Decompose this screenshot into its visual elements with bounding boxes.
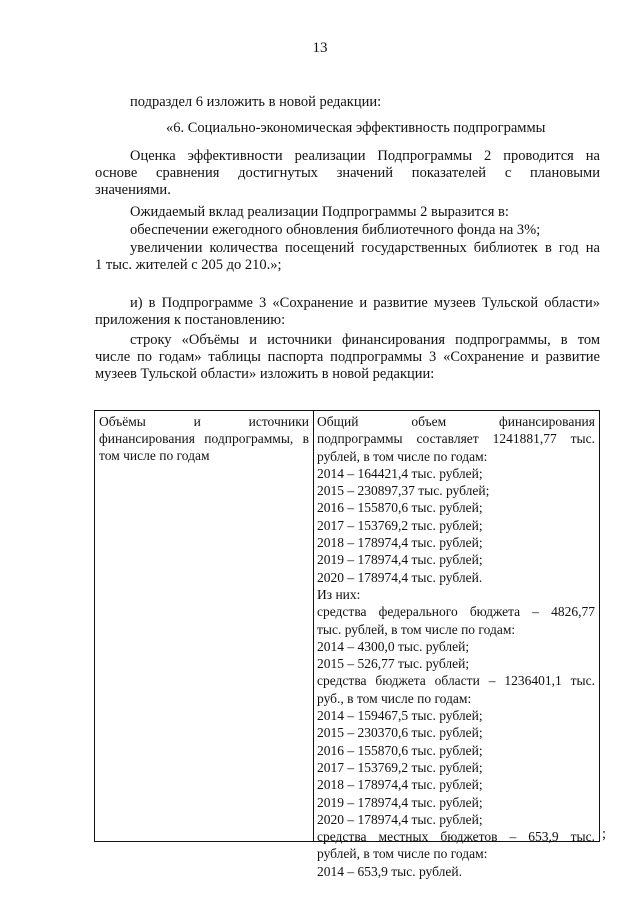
paragraph-library-fund: обеспечении ежегодного обновления библиотечного фонда на 3%; — [130, 222, 541, 238]
table-value-line: 2020 – 178974,4 тыс. рублей; — [317, 811, 483, 827]
paragraph-line: основе сравнения достигнутых значений показателей с плановыми — [95, 165, 600, 181]
paragraph-library-visits — [95, 240, 600, 274]
table-label-line: том числе по годам — [99, 448, 210, 463]
table-column-divider — [313, 411, 314, 841]
table-value-line: 2016 – 155870,6 тыс. рублей; — [317, 742, 483, 758]
table-value-line: 2016 – 155870,6 тыс. рублей; — [317, 500, 483, 516]
table-value-line: 2018 – 178974,4 тыс. рублей; — [317, 777, 483, 793]
paragraph-expected-contribution: Ожидаемый вклад реализации Подпрограммы 2 выразится в: — [130, 204, 509, 220]
table-value-line: тыс. рублей, в том числе по годам: — [317, 621, 516, 637]
table-cell-label — [99, 413, 309, 464]
table-value-line: 2014 – 159467,5 тыс. рублей; — [317, 708, 483, 724]
paragraph-line: строку «Объёмы и источники финансирования подпрограммы, в том — [130, 332, 600, 348]
table-value-line: 2019 – 178974,4 тыс. рублей; — [317, 552, 483, 568]
paragraph-line: 1 тыс. жителей с 205 до 210.»; — [95, 257, 282, 273]
table-value-line: 2020 – 178974,4 тыс. рублей. — [317, 569, 483, 585]
table-value-line: 2014 – 653,9 тыс. рублей. — [317, 863, 462, 879]
table-value-line: средства местных бюджетов – 653,9 тыс. — [317, 829, 595, 845]
paragraph-line: музеев Тульской области» изложить в новой редакции: — [95, 366, 435, 382]
table-cell-value — [317, 413, 595, 880]
table-value-line: 2018 – 178974,4 тыс. рублей; — [317, 535, 483, 551]
table-value-line: 2014 – 4300,0 тыс. рублей; — [317, 638, 470, 654]
table-value-line: средства бюджета области – 1236401,1 тыс. — [317, 673, 595, 689]
paragraph-line: увеличении количества посещений государственных библиотек в год на — [130, 240, 600, 256]
table-value-line: подпрограммы составляет 1241881,77 тыс. — [317, 431, 595, 447]
paragraph-line: значениями. — [95, 182, 171, 198]
page-number: 13 — [312, 40, 328, 56]
table-label-line: Объёмы и источники — [99, 414, 309, 429]
table-trailing-semicolon: ; — [602, 826, 607, 842]
paragraph-line: и) в Подпрограмме 3 «Сохранение и развитие музеев Тульской области» — [130, 295, 600, 311]
table-value-line: средства федерального бюджета – 4826,77 — [317, 604, 595, 620]
table-value-line: 2015 – 526,77 тыс. рублей; — [317, 656, 470, 672]
paragraph-line: Оценка эффективности реализации Подпрограммы 2 проводится на — [130, 148, 600, 164]
table-value-line: Из них: — [317, 586, 361, 602]
table-value-line: 2017 – 153769,2 тыс. рублей; — [317, 759, 483, 775]
paragraph-line: числе по годам» таблицы паспорта подпрограммы 3 «Сохранение и развитие — [95, 349, 600, 365]
table-value-line: 2019 – 178974,4 тыс. рублей; — [317, 794, 483, 810]
table-value-line: рублей, в том числе по годам: — [317, 846, 488, 862]
paragraph-subsection-instruction: подраздел 6 изложить в новой редакции: — [130, 94, 382, 110]
section-heading: «6. Социально-экономическая эффективность подпрограммы — [166, 120, 546, 136]
table-value-line: Общий объем финансирования — [317, 414, 595, 429]
table-value-line: руб., в том числе по годам: — [317, 690, 472, 706]
table-value-line: 2015 – 230897,37 тыс. рублей; — [317, 483, 490, 499]
table-label-line: финансирования подпрограммы, в — [99, 431, 309, 446]
table-value-line: 2015 – 230370,6 тыс. рублей; — [317, 725, 483, 741]
paragraph-subprogram-3 — [95, 295, 600, 329]
paragraph-line: приложения к постановлению: — [95, 312, 286, 328]
funding-table — [94, 410, 600, 879]
paragraph-funding-row — [95, 332, 600, 383]
table-value-line: 2017 – 153769,2 тыс. рублей; — [317, 517, 483, 533]
paragraph-evaluation — [95, 148, 600, 199]
table-value-line: 2014 – 164421,4 тыс. рублей; — [317, 465, 483, 481]
table-value-line: рублей, в том числе по годам: — [317, 448, 488, 464]
